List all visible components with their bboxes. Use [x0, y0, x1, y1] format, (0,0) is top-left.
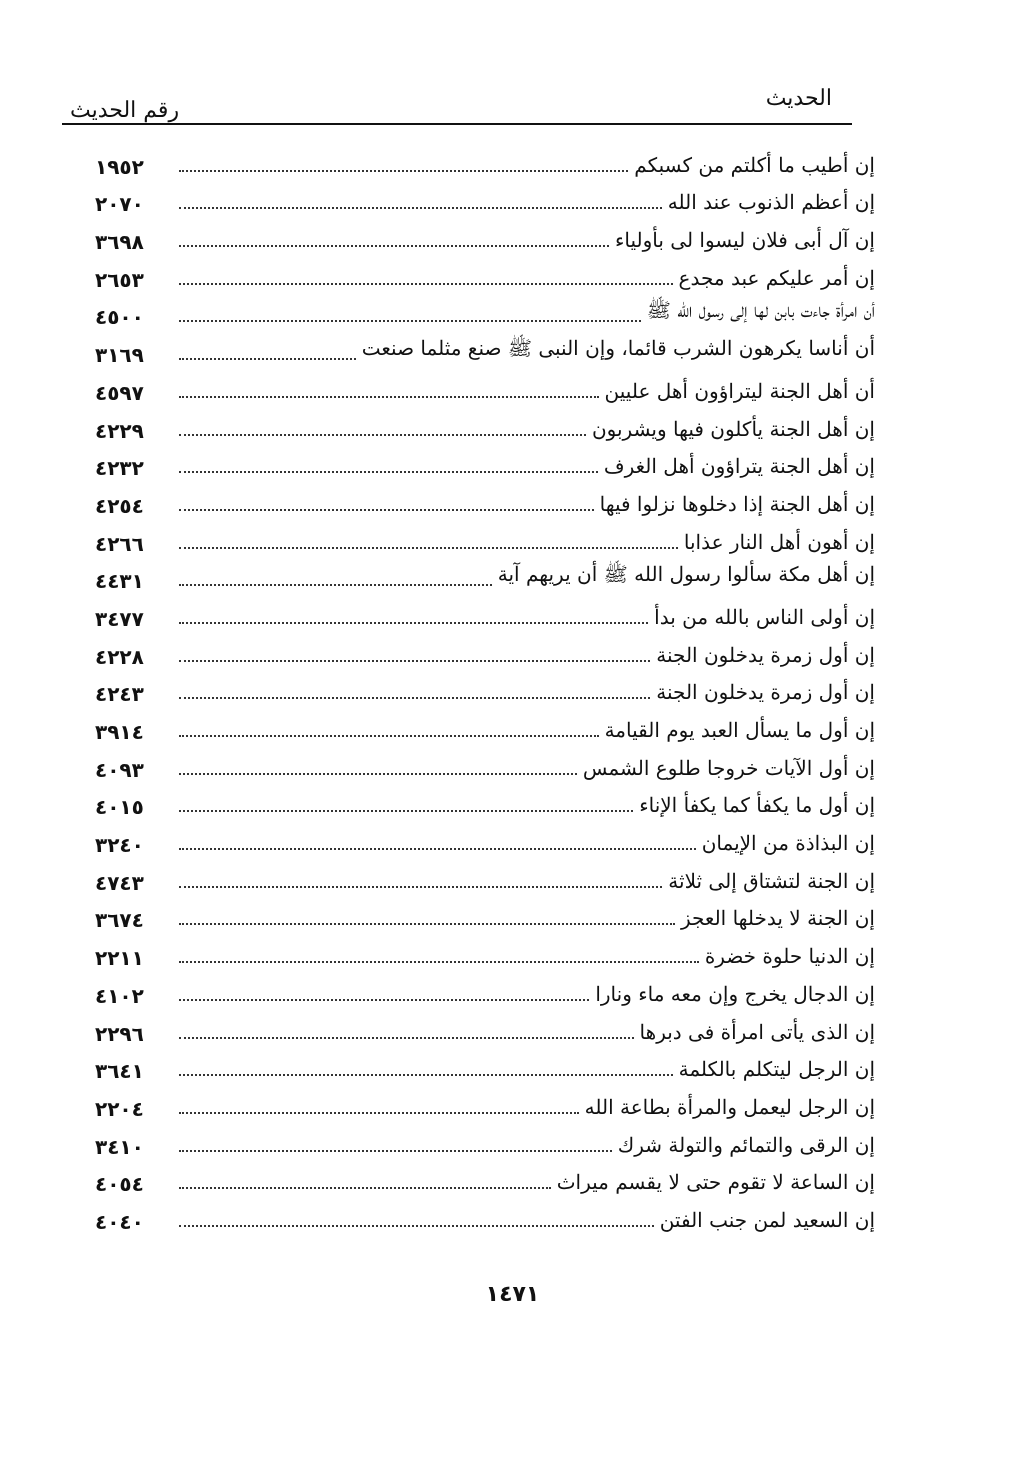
list-item	[95, 1048, 875, 1086]
list-item	[95, 1198, 875, 1236]
page-number: ١٤٧١	[485, 1282, 540, 1307]
hadith-text: إن أول زمرة يدخلون الجنة	[656, 642, 875, 667]
dotted-leader	[179, 207, 662, 209]
dotted-leader	[179, 810, 633, 812]
hadith-text: إن الرقى والتمائم والتولة شرك	[617, 1132, 875, 1157]
dotted-leader	[179, 471, 598, 473]
hadith-text: إن أهل الجنة يأكلون فيها ويشربون	[591, 416, 875, 441]
list-item	[95, 294, 875, 332]
hadith-number: ٢٦٥٣	[95, 267, 144, 292]
hadith-number: ٤٢٤٣	[95, 682, 144, 707]
hadith-number: ٣٤٧٧	[95, 606, 144, 631]
hadith-number: ٢٢١١	[95, 946, 144, 971]
hadith-text: إن أول الآيات خروجا طلوع الشمس	[582, 755, 875, 780]
dotted-leader	[179, 1074, 673, 1076]
list-item	[95, 1010, 875, 1048]
hadith-number: ٣٢٤٠	[95, 833, 144, 858]
hadith-number: ٢٠٧٠	[95, 192, 144, 217]
dotted-leader	[179, 773, 577, 775]
hadith-text: إن أول زمرة يدخلون الجنة	[656, 680, 875, 705]
hadith-text: إن أهل الجنة يتراؤون أهل الغرف	[603, 454, 875, 479]
list-item	[95, 331, 875, 369]
hadith-number: ٤٢٢٩	[95, 418, 144, 443]
dotted-leader	[179, 547, 678, 549]
hadith-number: ٤٤٣١	[95, 569, 144, 594]
list-item	[95, 143, 875, 181]
hadith-column-title: الحديث	[765, 86, 832, 111]
hadith-text: إن آل أبى فلان ليسوا لى بأولياء	[614, 228, 875, 253]
list-item	[95, 746, 875, 784]
dotted-leader	[179, 358, 356, 360]
hadith-number: ٤٠١٥	[95, 795, 144, 820]
dotted-leader	[179, 283, 673, 285]
list-item	[95, 595, 875, 633]
hadith-number: ٤٢٢٨	[95, 644, 144, 669]
dotted-leader	[179, 1187, 551, 1189]
hadith-text: إن أول ما يكفأ كما يكفأ الإناء	[639, 793, 875, 818]
dotted-leader	[179, 622, 648, 624]
hadith-number-column-title: رقم الحديث	[70, 98, 180, 123]
hadith-text: أن أناسا يكرهون الشرب قائما، وإن النبى ﷺ صنع مثلما صنعت	[361, 336, 875, 361]
hadith-number: ٤١٠٢	[95, 983, 144, 1008]
hadith-number: ١٩٥٢	[95, 154, 144, 179]
list-item	[95, 1085, 875, 1123]
hadith-number: ٤٠٩٣	[95, 757, 144, 782]
hadith-text: إن أولى الناس بالله من بدأ	[654, 604, 875, 629]
hadith-number: ٢٢٩٦	[95, 1021, 144, 1046]
dotted-leader	[179, 1150, 612, 1152]
dotted-leader	[179, 923, 675, 925]
dotted-leader	[179, 886, 662, 888]
hadith-number: ٣٩١٤	[95, 720, 144, 744]
header-divider	[62, 123, 852, 125]
hadith-number: ٣٤١٠	[95, 1134, 144, 1159]
hadith-text: إن أول ما يسأل العبد يوم القيامة	[604, 718, 875, 742]
hadith-text: إن الجنة لا يدخلها العجز	[680, 906, 875, 931]
dotted-leader	[179, 697, 650, 699]
hadith-number: ٣١٦٩	[95, 343, 144, 368]
list-item	[95, 821, 875, 859]
hadith-number: ٤٧٤٣	[95, 870, 144, 895]
list-item	[95, 671, 875, 709]
hadith-text: أن أهل الجنة ليتراؤون أهل عليين	[604, 378, 875, 403]
list-item	[95, 633, 875, 671]
list-item	[95, 558, 875, 596]
hadith-number: ٣٦٤١	[95, 1059, 144, 1084]
dotted-leader	[179, 170, 628, 172]
hadith-text: إن أهون أهل النار عذابا	[683, 529, 875, 554]
list-item	[95, 369, 875, 407]
hadith-text: إن السعيد لمن جنب الفتن	[659, 1207, 875, 1232]
dotted-leader	[179, 509, 594, 511]
page-header	[62, 86, 852, 126]
list-item	[95, 972, 875, 1010]
list-item	[95, 482, 875, 520]
hadith-text: إن الساعة لا تقوم حتى لا يقسم ميراث	[556, 1170, 875, 1195]
list-item	[95, 708, 875, 746]
hadith-text: إن الدنيا حلوة خضرة	[704, 944, 875, 969]
list-item	[95, 445, 875, 483]
hadith-text: إن الذى يأتى امرأة فى دبرها	[639, 1019, 875, 1044]
dotted-leader	[179, 396, 599, 398]
dotted-leader	[179, 1037, 634, 1039]
list-item	[95, 897, 875, 935]
list-item	[95, 934, 875, 972]
hadith-text: إن أعظم الذنوب عند الله	[667, 190, 875, 215]
hadith-number: ٤٢٥٤	[95, 493, 144, 518]
hadith-number: ٤٥٩٧	[95, 380, 144, 405]
list-item	[95, 784, 875, 822]
hadith-number: ٤٢٣٢	[95, 456, 144, 481]
dotted-leader	[179, 245, 609, 247]
hadith-number: ٤٠٥٤	[95, 1172, 144, 1197]
dotted-leader	[179, 1225, 654, 1227]
hadith-number: ٣٦٩٨	[95, 230, 144, 255]
dotted-leader	[179, 999, 589, 1001]
dotted-leader	[179, 848, 696, 850]
dotted-leader	[179, 1112, 579, 1114]
hadith-text: إن الدجال يخرج وإن معه ماء ونارا	[595, 981, 875, 1006]
list-item	[95, 1123, 875, 1161]
list-item	[95, 1161, 875, 1199]
list-item	[95, 218, 875, 256]
dotted-leader	[179, 961, 699, 963]
hadith-text: إن الرجل ليتكلم بالكلمة	[678, 1057, 875, 1082]
hadith-text: إن البذاذة من الإيمان	[701, 831, 875, 856]
dotted-leader	[179, 434, 586, 436]
hadith-text: إن أطيب ما أكلتم من كسبكم	[634, 152, 875, 177]
hadith-index-list	[95, 143, 875, 1236]
hadith-text: إن الجنة لتشتاق إلى ثلاثة	[668, 868, 875, 893]
list-item	[95, 181, 875, 219]
hadith-number: ٤٠٤٠	[95, 1209, 144, 1234]
hadith-text: إن أمر عليكم عبد مجدع	[678, 265, 875, 290]
hadith-number: ٣٦٧٤	[95, 908, 144, 933]
dotted-leader	[179, 320, 641, 322]
hadith-number: ٤٢٦٦	[95, 531, 144, 556]
list-item	[95, 520, 875, 558]
dotted-leader	[179, 660, 650, 662]
hadith-text: إن أهل مكة سألوا رسول الله ﷺ أن يريهم آية	[497, 562, 875, 587]
list-item	[95, 256, 875, 294]
hadith-number: ٢٢٠٤	[95, 1096, 144, 1121]
list-item	[95, 859, 875, 897]
hadith-number: ٤٥٠٠	[95, 305, 144, 330]
list-item	[95, 407, 875, 445]
dotted-leader	[179, 735, 599, 737]
dotted-leader	[179, 584, 492, 586]
hadith-text: إن الرجل ليعمل والمرأة بطاعة الله	[584, 1094, 875, 1119]
hadith-text: إن أهل الجنة إذا دخلوها نزلوا فيها	[599, 491, 875, 516]
hadith-text: أن امرأة جاءت بابن لها إلى رسول الله ﷺ	[646, 298, 875, 323]
